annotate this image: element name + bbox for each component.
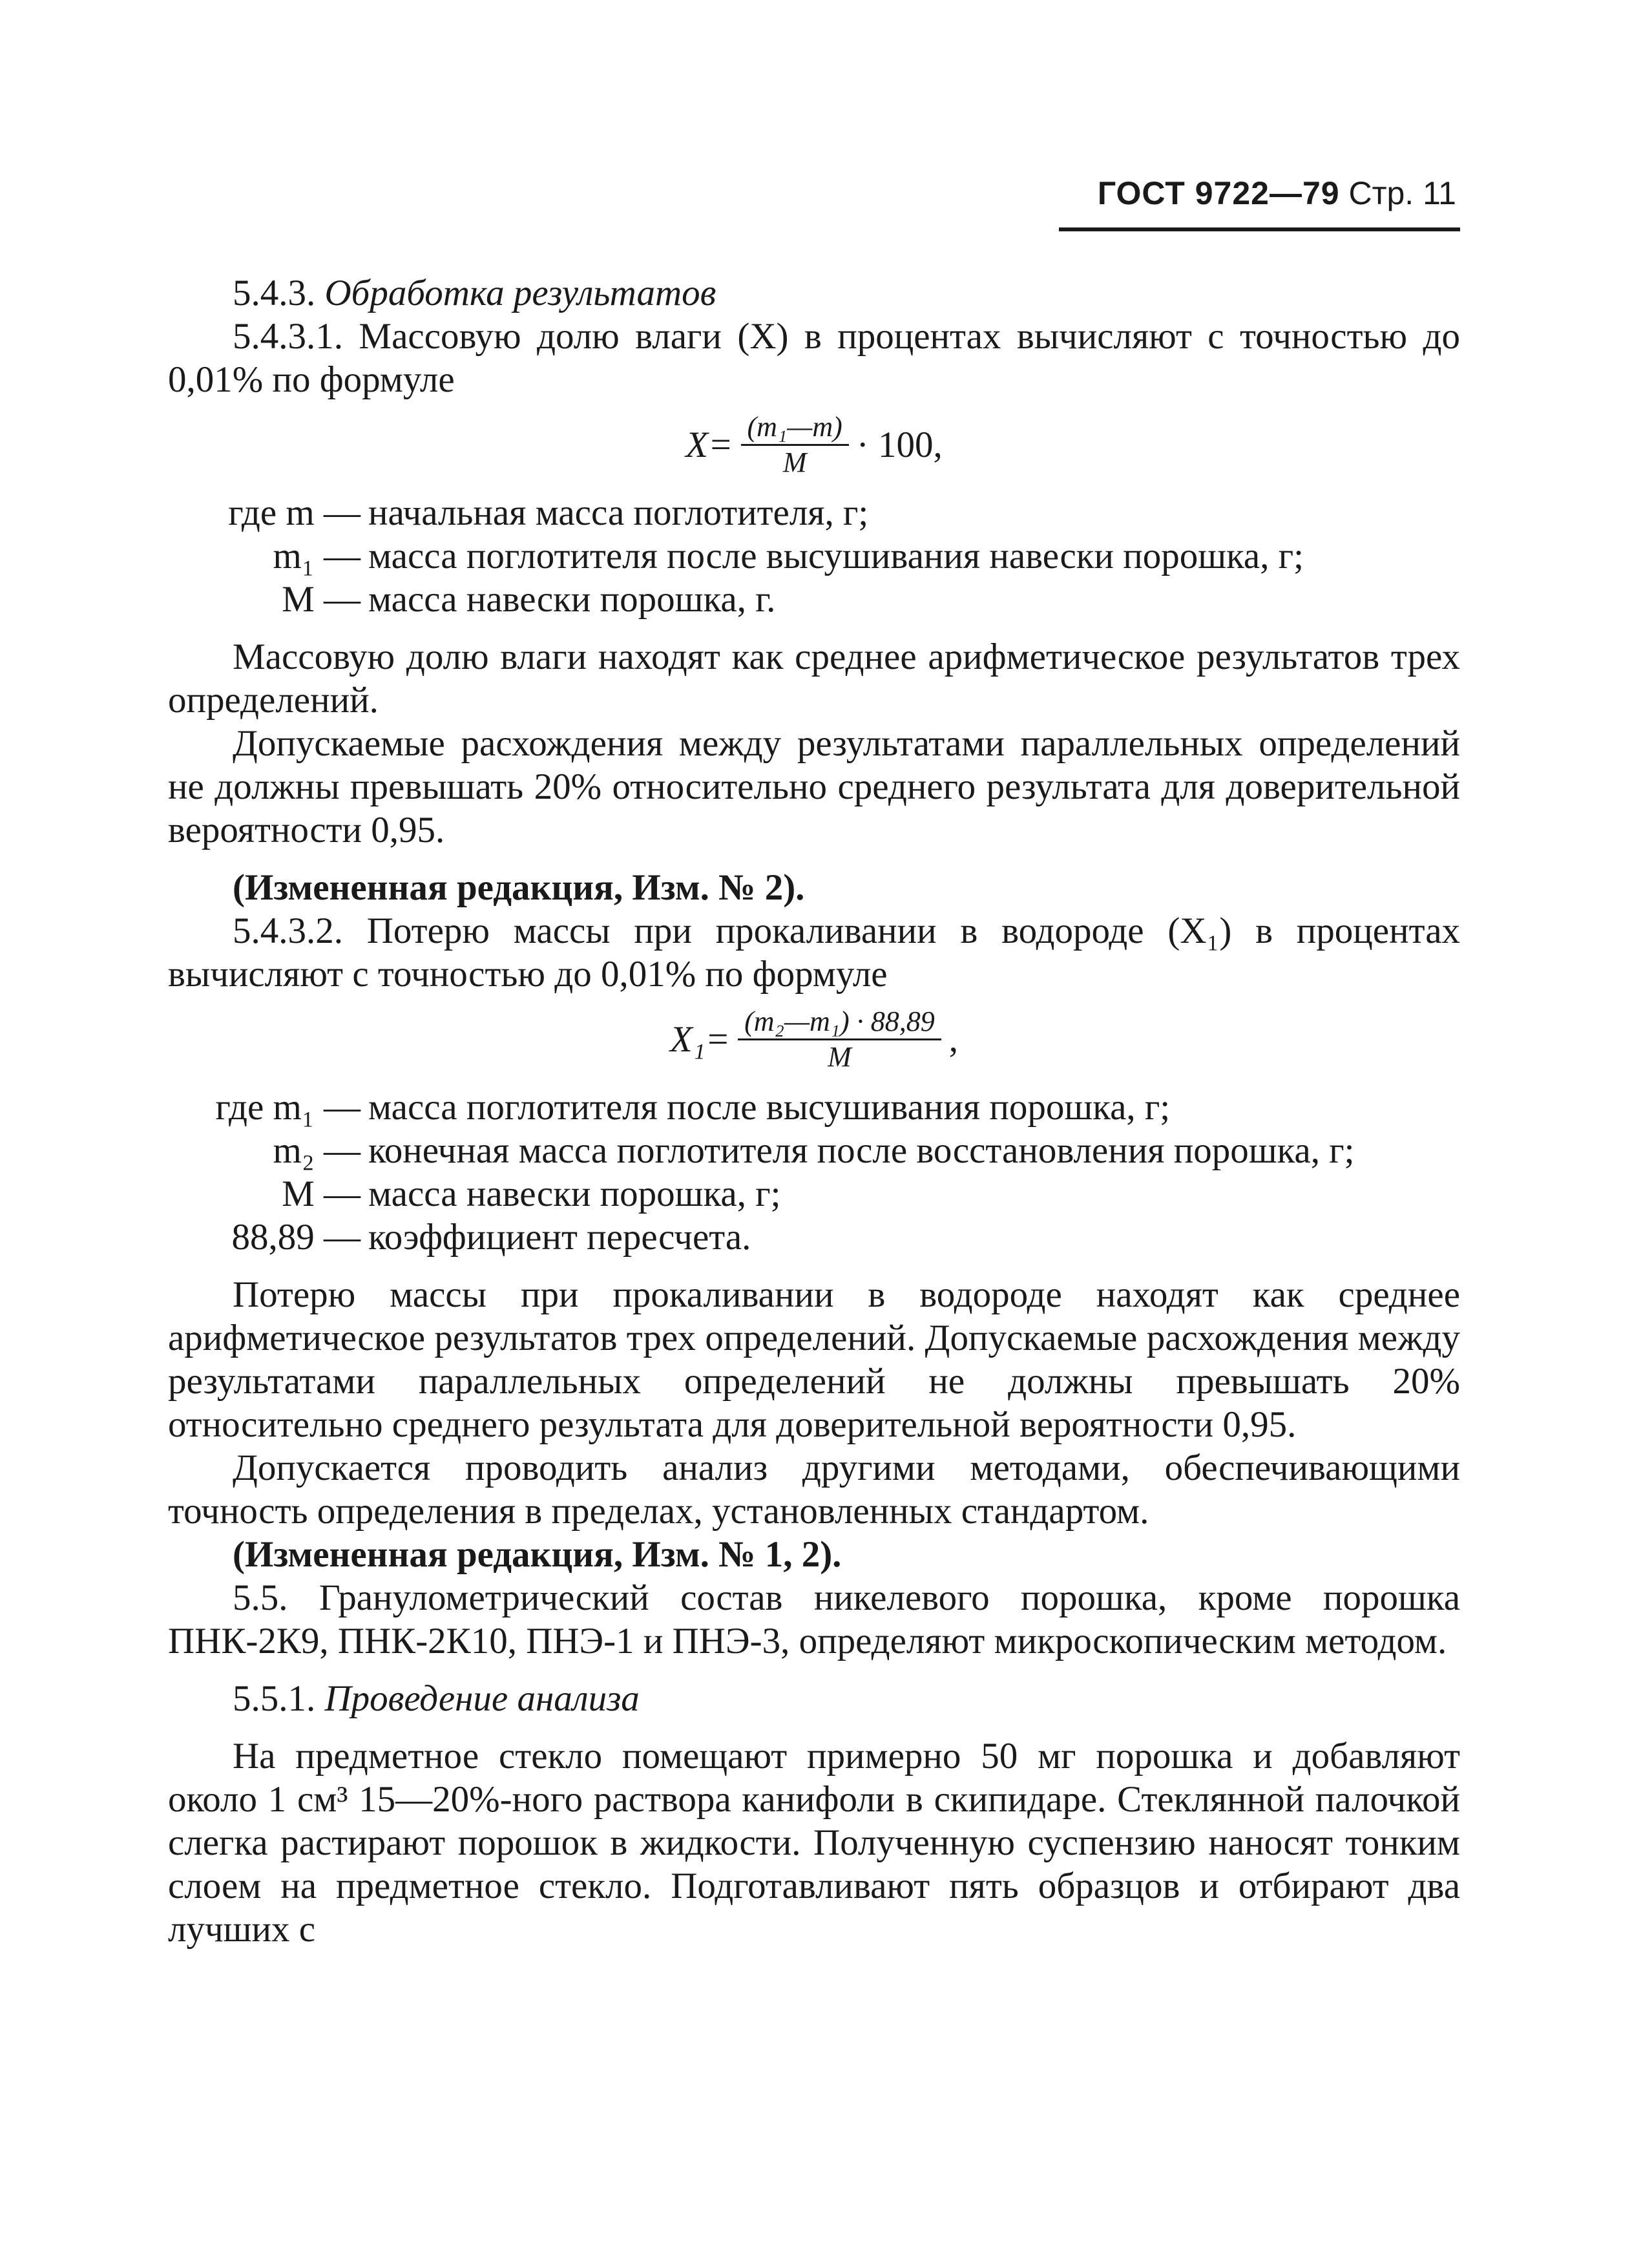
mass-loss-formula-denominator: M (828, 1041, 852, 1073)
legend-description: масса поглотителя после высушивания навески порошка, г; (368, 536, 1304, 576)
moisture-formula-numerator: (m₁—m) (741, 410, 849, 446)
page-number: Стр. 11 (1348, 175, 1456, 211)
section-5-4-3-1: 5.4.3.1. Массовую долю влаги (X) в процентах вычисляют с точностью до 0,01% по формуле (168, 316, 1460, 400)
mass-loss-formula-numerator: (m₂—m₁) · 88,89 (738, 1005, 941, 1040)
legend-description: конечная масса поглотителя после восстановления порошка, г; (368, 1130, 1355, 1171)
paragraph-moisture-tolerance: Допускаемые расхождения между результатами параллельных определений не должны превышать 20% относительно среднего результата для доверительной вероятности 0,95. (168, 723, 1460, 850)
section-5-4-3-2: 5.4.3.2. Потерю массы при прокаливании в водороде (X₁) в процентах вычисляют с точностью до 0,01% по формуле (168, 911, 1460, 995)
legend-symbol: где m₁ — (215, 1087, 361, 1128)
legend-description: начальная масса поглотителя, г; (368, 492, 869, 533)
moisture-legend (168, 491, 1460, 621)
document-body (168, 271, 1460, 1951)
amendment-note-1: (Измененная редакция, Изм. № 2). (233, 867, 805, 908)
legend-symbol: где m — (228, 492, 361, 533)
legend-symbol: m₁ — (273, 536, 361, 576)
section-5-5: 5.5. Гранулометрический состав никелевого порошка, кроме порошка ПНК-2К9, ПНК-2К10, ПНЭ-1 и ПНЭ-3, определяют микроскопическим методом. (168, 1577, 1460, 1661)
legend-symbol: M — (282, 1174, 361, 1214)
moisture-formula: X= $\frac{\text{(m₁—m)}}{M}$ · 100, (685, 411, 943, 478)
mass-loss-formula: X₁= $\frac{\text{(m₂—m₁) · 88,89}}{M}$ , (670, 1006, 958, 1073)
document-page (168, 174, 1460, 2229)
legend-symbol: 88,89 — (231, 1217, 361, 1258)
section-5-4-3-heading: 5.4.3. Обработка результатов (233, 273, 716, 313)
standard-code: ГОСТ 9722—79 (1097, 175, 1340, 211)
legend-description: масса навески порошка, г; (368, 1174, 781, 1214)
mass-loss-legend (168, 1086, 1460, 1259)
legend-symbol: m₂ — (273, 1130, 361, 1171)
paragraph-mass-loss-average: Потерю массы при прокаливании в водороде находят как среднее арифметическое результатов трех определений. Допускаемые расхождения между результатами параллельных определений не должны превышать 20% относительно среднего результата для доверительной вероятности 0,95. (168, 1274, 1460, 1445)
legend-description: масса поглотителя после высушивания порошка, г; (368, 1087, 1171, 1128)
paragraph-alternative-methods: Допускается проводить анализ другими методами, обеспечивающими точность определения в пределах, установленных стандартом. (168, 1448, 1460, 1532)
section-5-5-1-heading: 5.5.1. Проведение анализа (233, 1678, 640, 1719)
paragraph-moisture-average: Массовую долю влаги находят как среднее арифметическое результатов трех определений. (168, 637, 1460, 721)
legend-description: масса навески порошка, г. (368, 579, 776, 620)
legend-symbol: M — (282, 579, 361, 620)
amendment-note-2: (Измененная редакция, Изм. № 1, 2). (233, 1534, 842, 1575)
moisture-formula-denominator: M (782, 447, 807, 478)
paragraph-sample-preparation: На предметное стекло помещают примерно 50 мг порошка и добавляют около 1 см³ 15—20%-ного раствора канифоли в скипидаре. Стеклянной палочкой слегка растирают порошок в жидкости. Полученную суспензию наносят тонким слоем на предметное стекло. Подготавливают пять образцов и отбирают два лучших с (168, 1736, 1460, 1950)
page-header (168, 174, 1460, 231)
legend-description: коэффициент пересчета. (368, 1217, 751, 1258)
